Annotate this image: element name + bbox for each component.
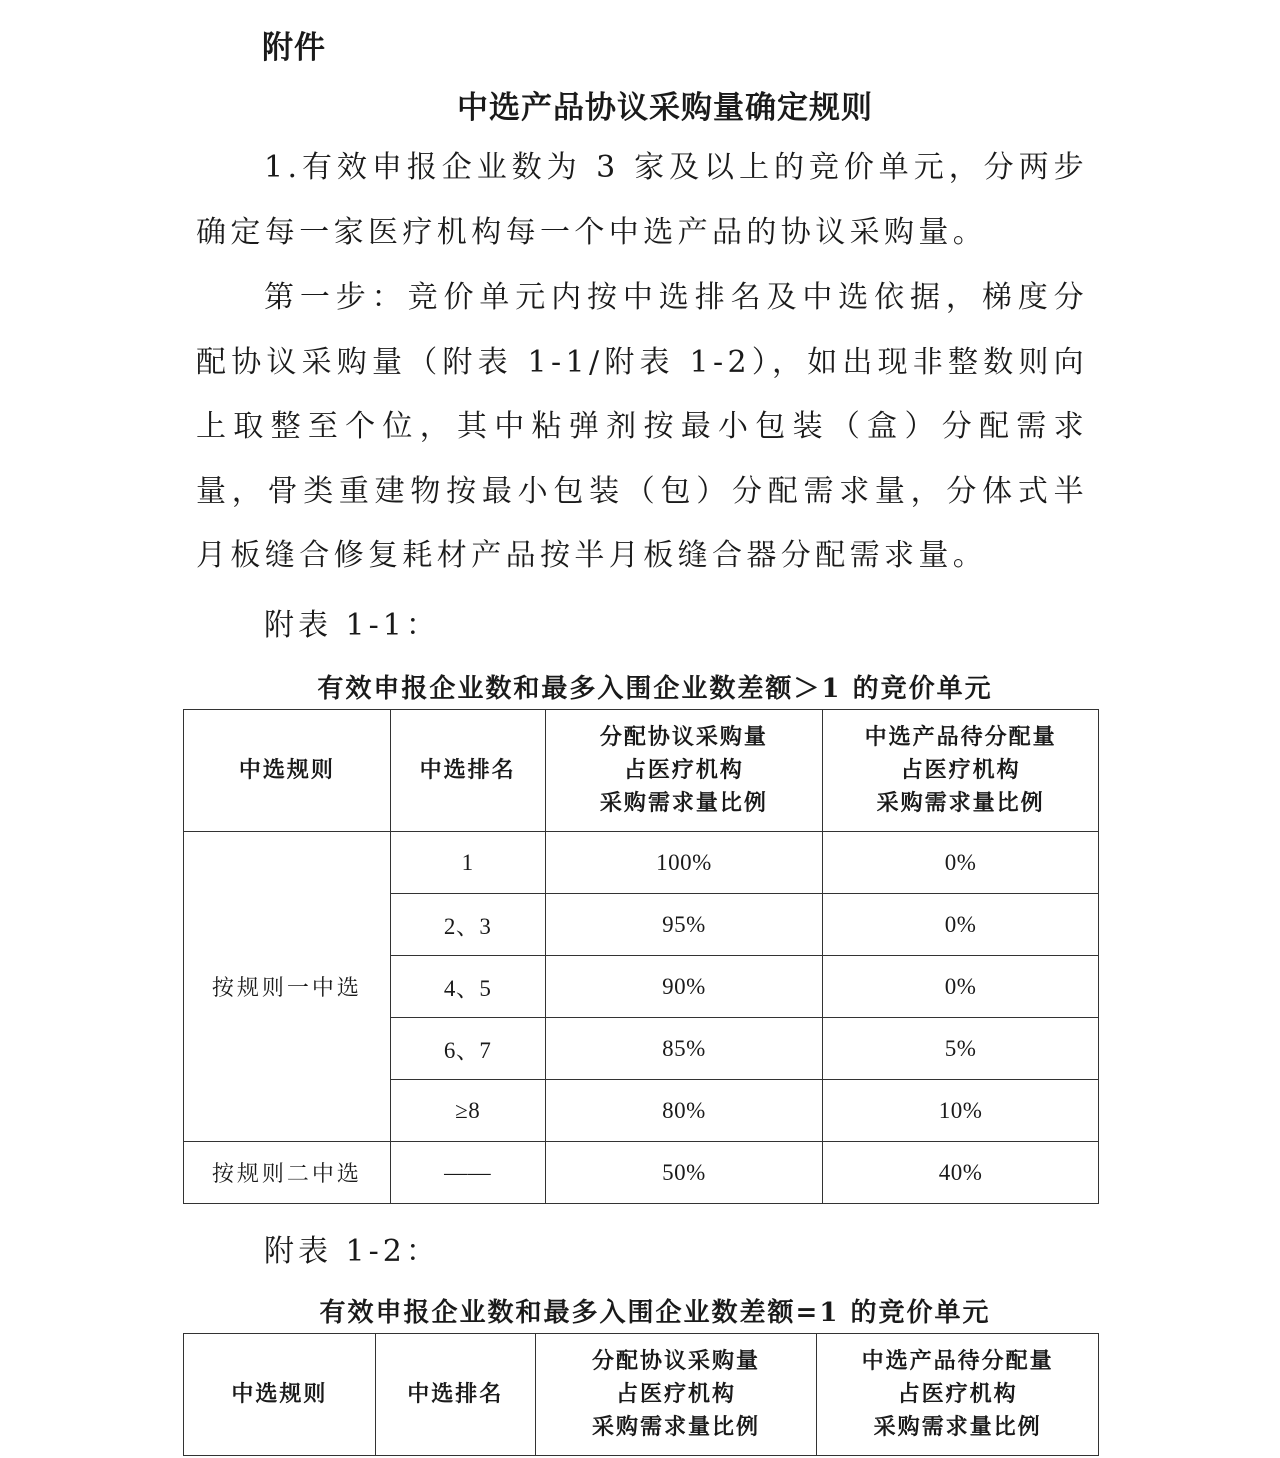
table1-header-allocated (545, 710, 823, 832)
pending-cell: 0% (823, 832, 1099, 894)
allocated-cell: 50% (545, 1142, 823, 1204)
rank-cell: 4、5 (390, 956, 545, 1018)
table2 (183, 1333, 1099, 1456)
rule-one-cell: 按规则一中选 (184, 832, 391, 1142)
table1-header-rank: 中选排名 (390, 710, 545, 832)
table-row (184, 1142, 1099, 1204)
header-line: 采购需求量比例 (591, 1414, 760, 1440)
header-line: 中选产品待分配量 (861, 1348, 1054, 1374)
pending-cell: 10% (823, 1080, 1099, 1142)
paragraph-1: 1.有效申报企业数为 3 家及以上的竞价单元，分两步确定每一家医疗机构每一个中选产品的协议采购量。 (196, 150, 1088, 250)
header-line: 分配协议采购量 (591, 1348, 760, 1374)
table1-caption: 有效申报企业数和最多入围企业数差额＞1 的竞价单元 (317, 674, 993, 704)
table1-header-rule: 中选规则 (184, 710, 391, 832)
allocated-cell: 80% (545, 1080, 823, 1142)
header-line: 占医疗机构 (897, 1381, 1018, 1407)
document-title: 中选产品协议采购量确定规则 (457, 90, 873, 126)
table1-header-pending (823, 710, 1099, 832)
rank-cell: ≥8 (390, 1080, 545, 1142)
table2-header-row (184, 1334, 1099, 1456)
allocated-cell: 90% (545, 956, 823, 1018)
table2-label: 附表 1-2： (264, 1234, 440, 1269)
pending-cell: 0% (823, 956, 1099, 1018)
allocated-cell: 95% (545, 894, 823, 956)
table2-header-rank: 中选排名 (375, 1334, 535, 1456)
attachment-label: 附件 (262, 30, 326, 66)
pending-cell: 0% (823, 894, 1099, 956)
table1-header-row (184, 710, 1099, 832)
header-line: 采购需求量比例 (599, 790, 768, 816)
header-line: 中选产品待分配量 (864, 724, 1057, 750)
table1-label: 附表 1-1： (264, 608, 440, 643)
pending-cell: 5% (823, 1018, 1099, 1080)
header-line: 采购需求量比例 (876, 790, 1045, 816)
rule-two-cell: 按规则二中选 (184, 1142, 391, 1204)
table2-header-pending (817, 1334, 1099, 1456)
header-line: 占医疗机构 (623, 757, 744, 783)
pending-cell: 40% (823, 1142, 1099, 1204)
table1 (183, 709, 1099, 1204)
rank-cell: 6、7 (390, 1018, 545, 1080)
header-line: 占医疗机构 (900, 757, 1021, 783)
table2-caption: 有效申报企业数和最多入围企业数差额=1 的竞价单元 (319, 1298, 991, 1328)
header-line: 采购需求量比例 (873, 1414, 1042, 1440)
paragraph-2: 第一步：竞价单元内按中选排名及中选依据，梯度分配协议采购量（附表 1-1/附表 1-2），如出现非整数则向上取整至个位，其中粘弹剂按最小包装（盒）分配需求量，骨类重建物按最小包装（包）分配需求量，分体式半月板缝合修复耗材产品按半月板缝合器分配需求量。 (196, 280, 1088, 573)
rank-cell: 2、3 (390, 894, 545, 956)
allocated-cell: 100% (545, 832, 823, 894)
rank-cell: 1 (390, 832, 545, 894)
header-line: 分配协议采购量 (599, 724, 768, 750)
rank-cell: —— (390, 1142, 545, 1204)
allocated-cell: 85% (545, 1018, 823, 1080)
table2-header-rule: 中选规则 (184, 1334, 376, 1456)
table2-header-allocated (535, 1334, 817, 1456)
header-line: 占医疗机构 (615, 1381, 736, 1407)
table-row (184, 832, 1099, 894)
